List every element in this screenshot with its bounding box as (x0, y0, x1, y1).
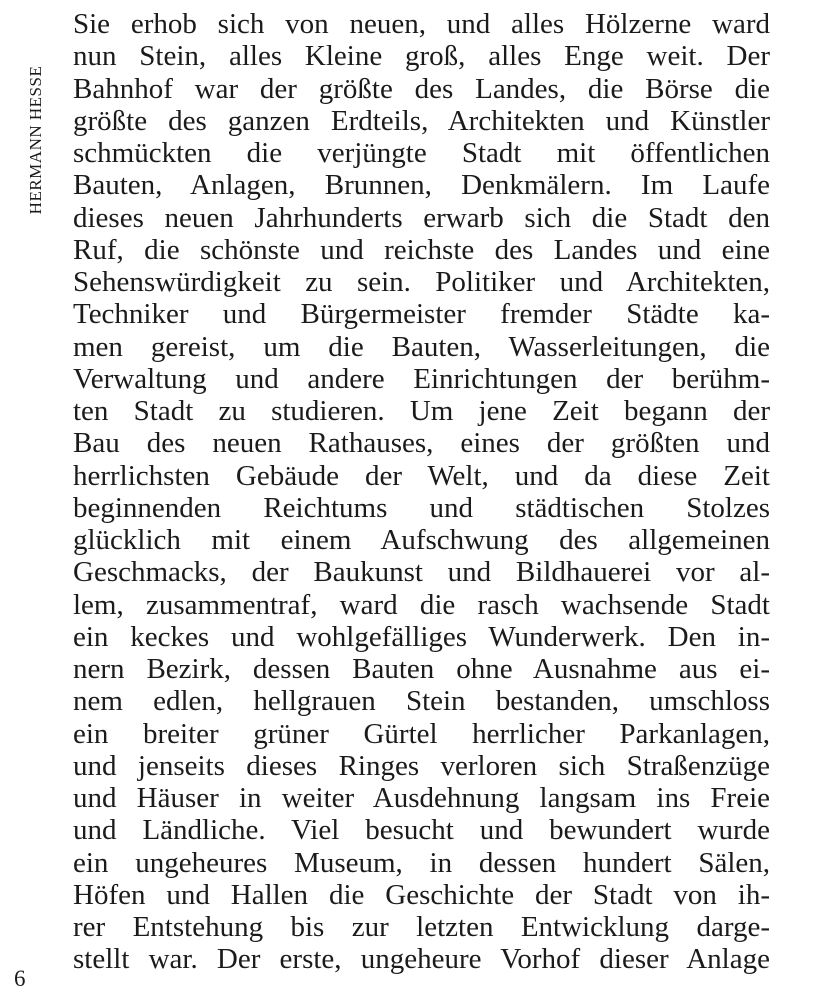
text-line: nun Stein, alles Kleine groß, alles Enge weit. Der (73, 40, 770, 73)
text-line: nern Bezirk, dessen Bauten ohne Ausnahme aus ei- (73, 653, 770, 685)
text-line: ein ungeheures Museum, in dessen hundert Sälen, (73, 846, 770, 879)
text-line: ten Stadt zu studieren. Um jene Zeit begann der (73, 395, 770, 427)
page-number: 6 (14, 966, 26, 991)
text-line: Sehenswürdigkeit zu sein. Politiker und Architekten, (73, 266, 770, 298)
text-line: Höfen und Hallen die Geschichte der Stadt von ih- (73, 878, 770, 911)
text-line: Bauten, Anlagen, Brunnen, Denkmälern. Im Laufe (73, 169, 770, 202)
text-line: Verwaltung und andere Einrichtungen der berühm- (73, 362, 770, 395)
text-line: Techniker und Bürgermeister fremder Städte ka- (73, 298, 770, 331)
text-line: herrlichsten Gebäude der Welt, und da diese Zeit (73, 459, 770, 492)
text-line: dieses neuen Jahrhunderts erwarb sich die Stadt den (73, 201, 770, 234)
text-line: rer Entstehung bis zur letzten Entwicklung darge- (73, 911, 770, 943)
text-line: und jenseits dieses Ringes verloren sich Straßenzüge (73, 749, 770, 782)
text-line: und Ländliche. Viel besucht und bewundert wurde (73, 814, 770, 847)
text-line: Ruf, die schönste und reichste des Landes und eine (73, 233, 770, 266)
text-line: beginnenden Reichtums und städtischen Stolzes (73, 491, 770, 524)
text-line: Bahnhof war der größte des Landes, die Börse die (73, 72, 770, 105)
text-line: und Häuser in weiter Ausdehnung langsam ins Freie (73, 782, 770, 814)
text-line: nem edlen, hellgrauen Stein bestanden, umschloss (73, 685, 770, 718)
text-line: men gereist, um die Bauten, Wasserleitungen, die (73, 330, 770, 363)
text-line: ein keckes und wohlgefälliges Wunderwerk. Den in- (73, 620, 770, 653)
text-line: schmückten die verjüngte Stadt mit öffentlichen (73, 137, 770, 169)
text-line: Bau des neuen Rathauses, eines der größten und (73, 427, 770, 460)
text-line: größte des ganzen Erdteils, Architekten und Künstler (73, 104, 770, 137)
text-line: stellt war. Der erste, ungeheure Vorhof dieser Anlage (73, 943, 770, 976)
running-head-author: HERMANN HESSE (26, 65, 45, 215)
text-line: glücklich mit einem Aufschwung des allgemeinen (73, 524, 770, 556)
text-line: Geschmacks, der Baukunst und Bildhauerei vor al- (73, 556, 770, 589)
body-text (73, 8, 770, 976)
text-line: Sie erhob sich von neuen, und alles Hölzerne ward (73, 8, 770, 40)
text-line: ein breiter grüner Gürtel herrlicher Parkanlagen, (73, 717, 770, 750)
text-line: lem, zusammentraf, ward die rasch wachsende Stadt (73, 588, 770, 621)
